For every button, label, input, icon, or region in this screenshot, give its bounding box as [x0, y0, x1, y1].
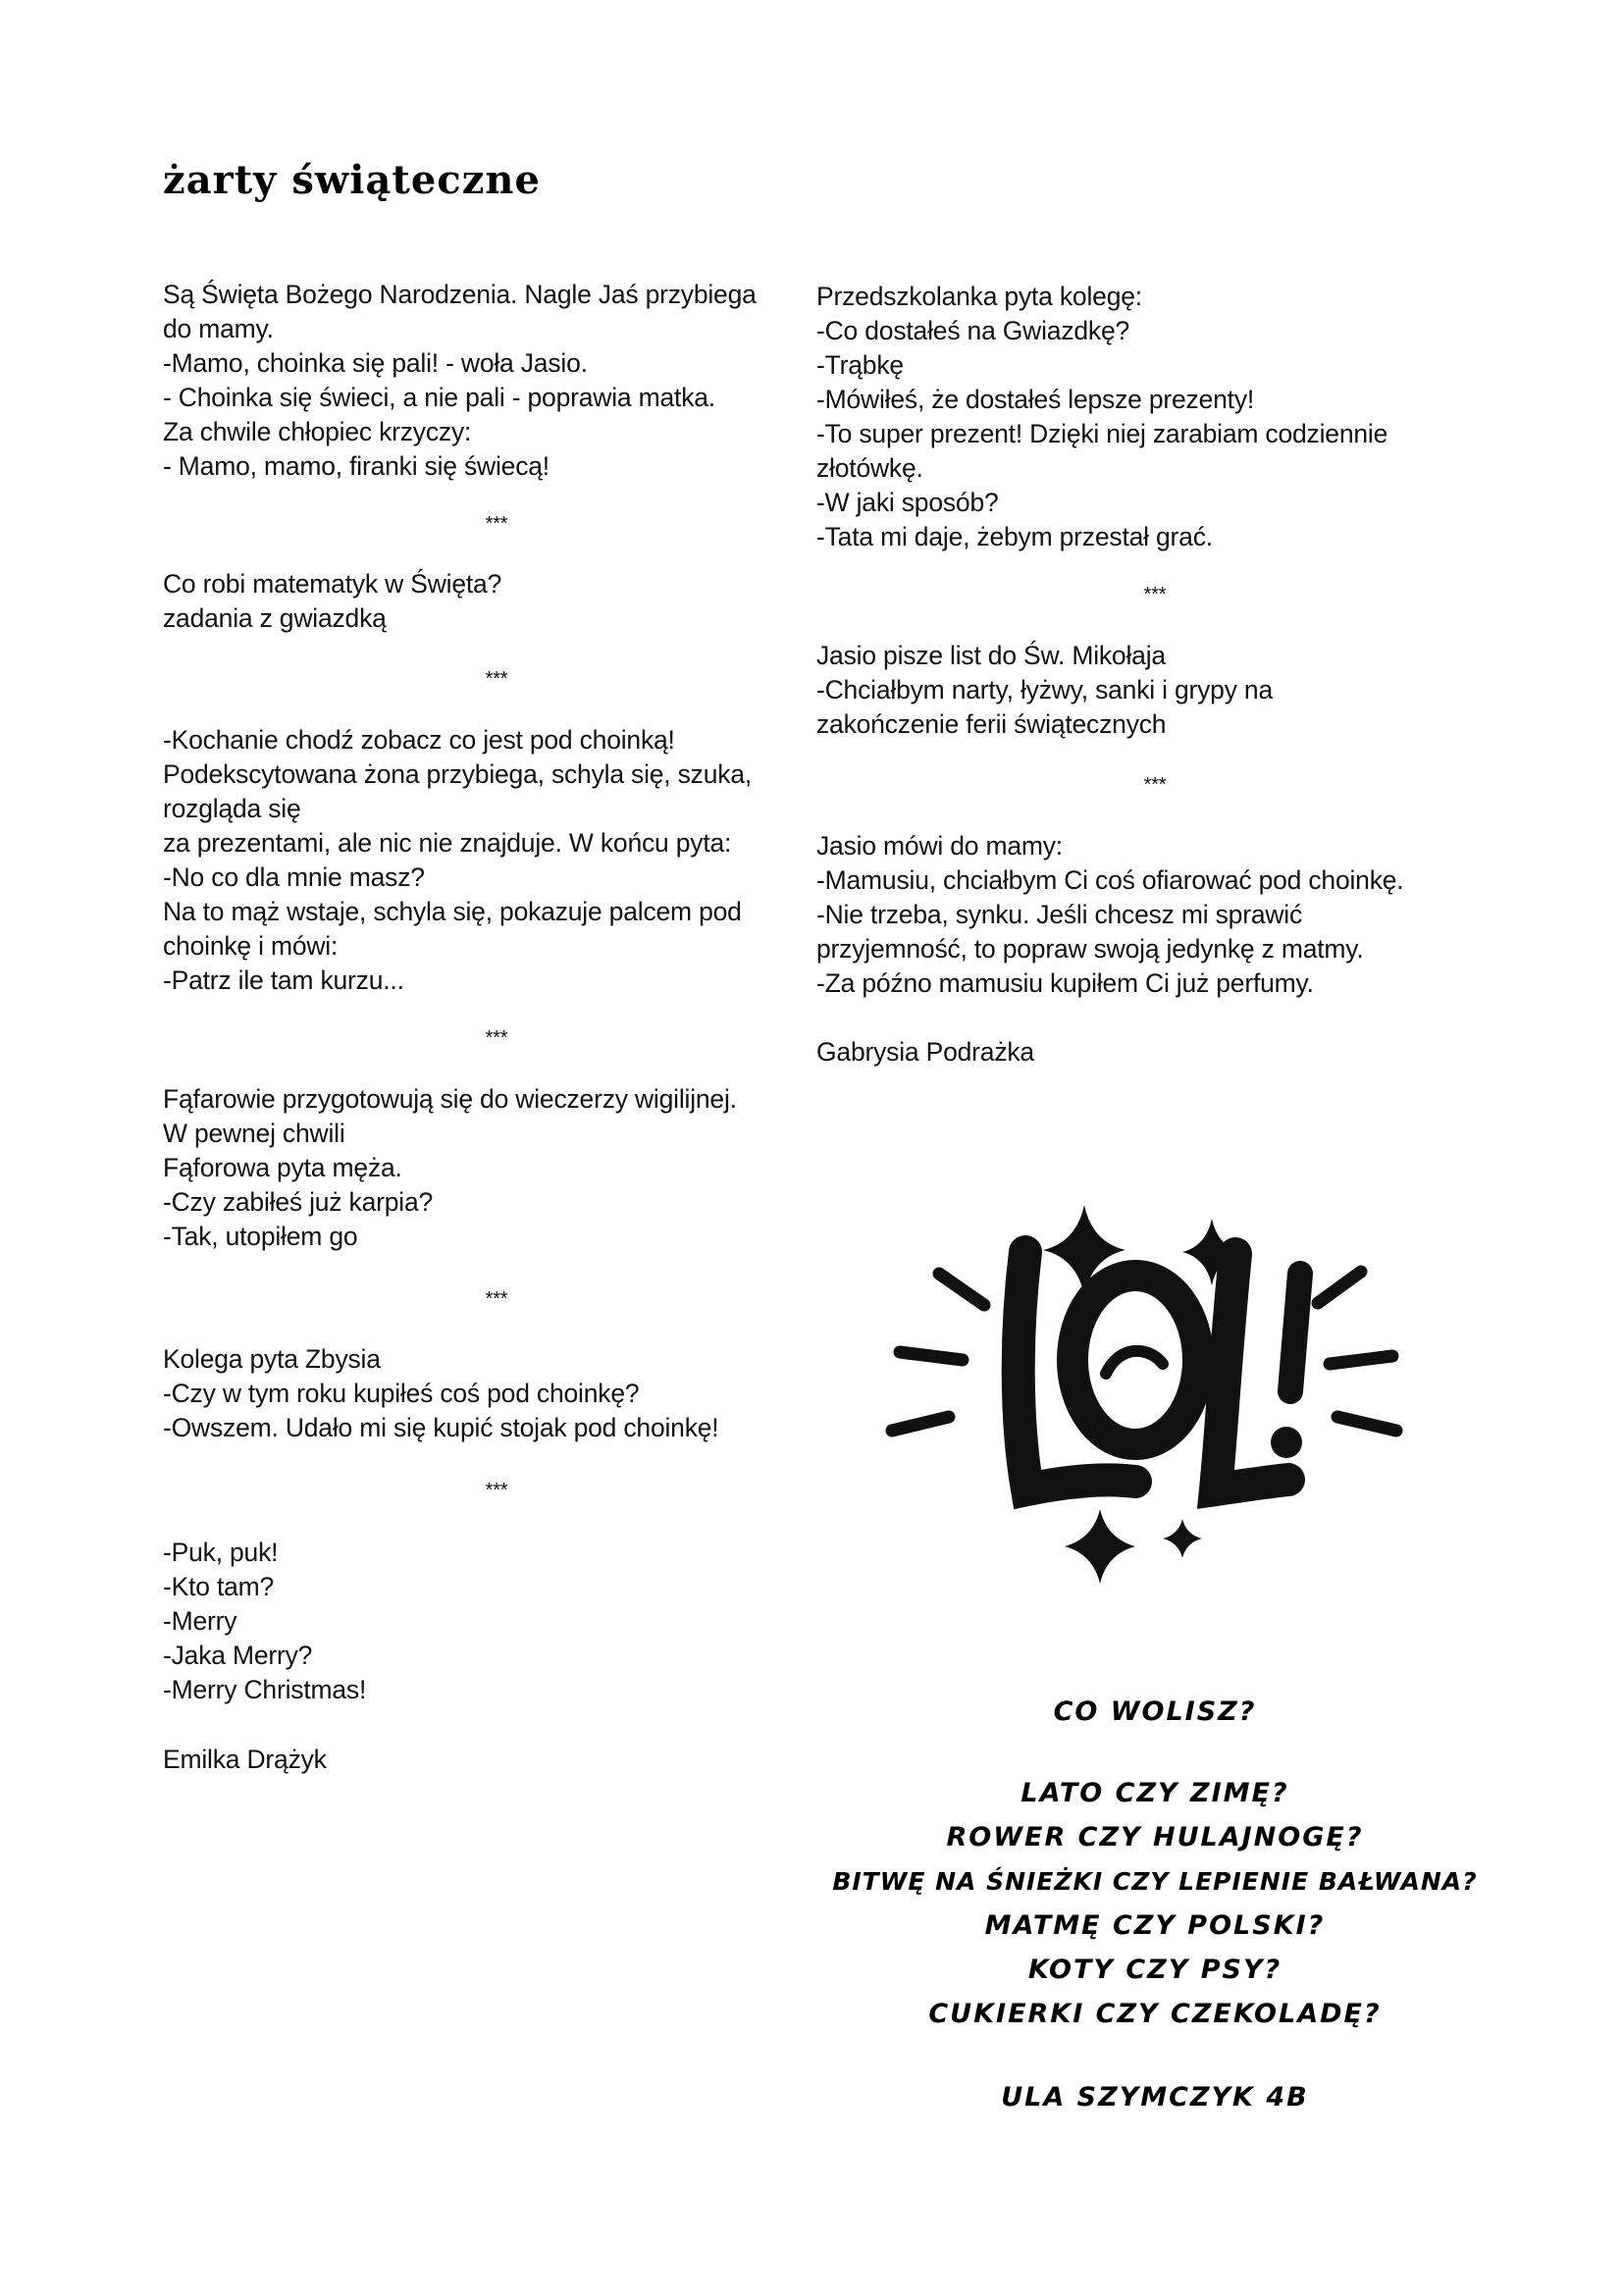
joke-line: -Patrz ile tam kurzu... [163, 965, 404, 995]
burst-line [900, 1352, 963, 1360]
joke-line: Jasio pisze list do Św. Mikołaja [816, 641, 1166, 670]
burst-line [892, 1417, 949, 1431]
joke-trabka [816, 280, 1493, 554]
quiz-question: CUKIERKI CZY CZEKOLADĘ? [928, 1999, 1382, 2029]
separator: *** [485, 1027, 508, 1049]
separator: *** [485, 513, 508, 535]
separator: *** [1143, 774, 1167, 796]
joke-line: -Czy w tym roku kupiłeś coś pod choinkę? [163, 1379, 640, 1408]
joke-line: rozgląda się [163, 794, 301, 823]
joke-merry [163, 1536, 830, 1707]
joke-line: -W jaki sposób? [816, 488, 999, 517]
joke-line: Kolega pyta Zbysia [163, 1344, 381, 1374]
joke-line: Za chwile chłopiec krzyczy: [163, 417, 472, 446]
joke-perfumy [816, 829, 1493, 1001]
joke-line: -Mamo, choinka się pali! - woła Jasio. [163, 348, 588, 378]
burst-line [1337, 1417, 1396, 1431]
letter-o-shape [1073, 1276, 1198, 1444]
joke-line: -Co dostałeś na Gwiazdkę? [816, 316, 1130, 345]
right-column [816, 280, 1493, 1070]
burst-line [1318, 1272, 1361, 1303]
quiz-question: KOTY CZY PSY? [1027, 1955, 1282, 1985]
burst-line [939, 1274, 984, 1305]
quiz-heading: CO WOLISZ? [1053, 1696, 1257, 1727]
joke-line: -Tata mi daje, żebym przestał grać. [816, 522, 1213, 551]
joke-line: - Choinka się świeci, a nie pali - poprawia matka. [163, 383, 715, 412]
quiz-section [816, 1690, 1493, 2119]
exclamation-bar [1290, 1274, 1300, 1391]
separator: *** [485, 1288, 508, 1310]
joke-line: -To super prezent! Dzięki niej zarabiam codziennie [816, 419, 1388, 448]
joke-line: za prezentami, ale nic nie znajduje. W końcu pyta: [163, 828, 732, 858]
joke-matematyk [163, 567, 830, 636]
joke-line: Są Święta Bożego Narodzenia. Nagle Jaś przybiega [163, 280, 757, 309]
exclamation-dot [1271, 1427, 1302, 1458]
joke-line: złotówkę. [816, 453, 923, 483]
joke-line: zakończenie ferii świątecznych [816, 709, 1167, 739]
joke-line: Fąforowa pyta męża. [163, 1153, 402, 1182]
joke-line: -Za późno mamusiu kupiłem Ci już perfumy. [816, 968, 1314, 998]
sparkle-icon [1065, 1509, 1135, 1584]
quiz-question: LATO CZY ZIMĘ? [1020, 1778, 1289, 1808]
joke-line: W pewnej chwili [163, 1119, 345, 1148]
quiz-author: ULA SZYMCZYK 4B [1001, 2082, 1309, 2113]
quiz-question: BITWĘ NA ŚNIEŻKI CZY LEPIENIE BAŁWANA? [832, 1867, 1478, 1896]
joke-line: Podekscytowana żona przybiega, schyla się, szuka, [163, 759, 753, 789]
separator: *** [485, 1480, 508, 1501]
joke-line: przyjemność, to popraw swoją jedynkę z matmy. [816, 934, 1364, 964]
joke-line: -Trąbkę [816, 350, 904, 380]
joke-line: -Puk, puk! [163, 1538, 279, 1567]
joke-line: zadania z gwiazdką [163, 603, 387, 633]
author-name: Gabrysia Podrażka [816, 1037, 1034, 1067]
burst-line [1330, 1356, 1392, 1364]
joke-line: Fąfarowie przygotowują się do wieczerzy wigilijnej. [163, 1084, 737, 1114]
page-title: żarty świąteczne [163, 157, 541, 203]
lol-illustration [878, 1195, 1408, 1588]
joke-line: Przedszkolanka pyta kolegę: [816, 282, 1142, 311]
lol-svg [878, 1195, 1408, 1588]
left-column [163, 278, 830, 1777]
joke-line: -Merry Christmas! [163, 1675, 367, 1704]
joke-kurz [163, 723, 830, 998]
joke-line: -Mówiłeś, że dostałeś lepsze prezenty! [816, 385, 1255, 414]
joke-firanki [163, 278, 830, 484]
joke-line: -Tak, utopiłem go [163, 1222, 358, 1251]
joke-line: -Owszem. Udało mi się kupić stojak pod choinkę! [163, 1413, 719, 1442]
joke-line: -Nie trzeba, synku. Jeśli chcesz mi sprawić [816, 900, 1303, 929]
letter-o-inner [1106, 1351, 1163, 1374]
quiz-question: ROWER CZY HULAJNOGĘ? [946, 1822, 1364, 1852]
joke-line: choinkę i mówi: [163, 931, 339, 961]
joke-line: do mamy. [163, 314, 274, 343]
author-name: Emilka Drążyk [163, 1745, 327, 1774]
joke-line: -Czy zabiłeś już karpia? [163, 1187, 434, 1217]
joke-line: - Mamo, mamo, firanki się świecą! [163, 451, 549, 481]
joke-line: -Chciałbym narty, łyżwy, sanki i grypy na [816, 675, 1274, 704]
joke-stojak [163, 1342, 830, 1445]
quiz-question: MATMĘ CZY POLSKI? [984, 1910, 1326, 1941]
joke-line: -No co dla mnie masz? [163, 862, 425, 892]
joke-karp [163, 1082, 830, 1254]
joke-line: -Kto tam? [163, 1572, 275, 1601]
joke-line: -Mamusiu, chciałbym Ci coś ofiarować pod choinkę. [816, 865, 1404, 895]
joke-line: -Merry [163, 1606, 237, 1636]
joke-line: Jasio mówi do mamy: [816, 831, 1063, 861]
joke-line: -Jaka Merry? [163, 1641, 313, 1670]
separator: *** [485, 668, 508, 690]
sparkle-icon [1163, 1519, 1202, 1558]
joke-line: -Kochanie chodź zobacz co jest pod choinką! [163, 725, 675, 755]
joke-line: Co robi matematyk w Święta? [163, 569, 502, 599]
joke-line: Na to mąż wstaje, schyla się, pokazuje palcem pod [163, 897, 742, 926]
joke-list-mikolaj [816, 639, 1493, 742]
separator: *** [1143, 584, 1167, 605]
